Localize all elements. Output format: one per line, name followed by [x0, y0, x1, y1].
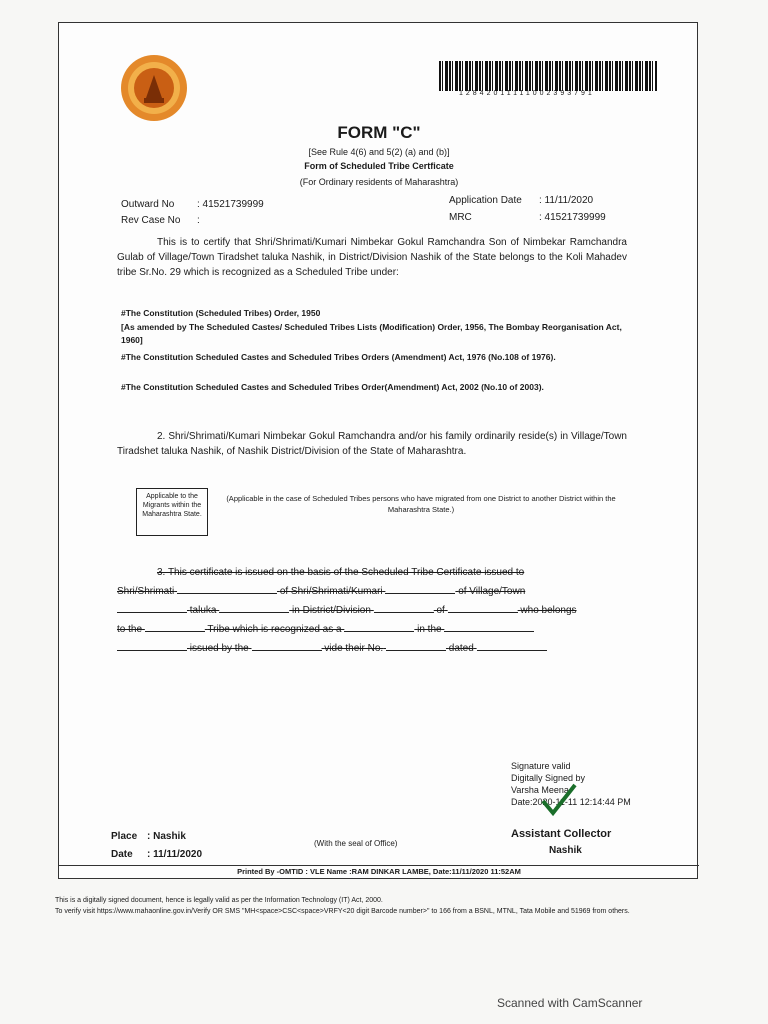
- p3-line4: [117, 620, 627, 639]
- blank: [117, 603, 187, 613]
- maharashtra-seal-icon: [119, 53, 189, 123]
- migrant-note: (Applicable in the case of Scheduled Tribes persons who have migrated from one District to another District within the Maharashtra State.): [226, 494, 616, 514]
- p3-line1: 3. This certificate is issued on the basis of the Scheduled Tribe Certificate issued to: [157, 567, 525, 578]
- blank: [386, 641, 446, 651]
- form-rule: [See Rule 4(6) and 5(2) (a) and (b)]: [308, 147, 450, 157]
- outward-value: : 41521739999: [197, 199, 264, 210]
- place-value: : Nashik: [147, 831, 186, 842]
- divider: [59, 865, 699, 866]
- p3-l3b: in District/Division: [292, 605, 371, 616]
- signature-date: Date:2020-11-11 12:14:44 PM: [511, 797, 631, 807]
- place-label: Place: [111, 831, 138, 842]
- revcase-label: Rev Case No: [121, 215, 181, 226]
- appdate-value: : 11/11/2020: [539, 195, 594, 206]
- p3-l5c: dated: [448, 643, 474, 654]
- p3-l2c: of Village/Town: [458, 586, 526, 597]
- p3-l4b: Tribe which is recognized as a: [207, 624, 342, 635]
- blank: [477, 641, 547, 651]
- certificate-page: [58, 22, 698, 879]
- date-value: : 11/11/2020: [147, 849, 203, 860]
- order-1956: [As amended by The Scheduled Castes/ Scheduled Tribes Lists (Modification) Order, 1956, The Bombay Reorganisation Act, 1960]: [121, 322, 622, 345]
- certify-paragraph: This is to certify that Shri/Shrimati/Kumari Nimbekar Gokul Ramchandra Son of Nimbekar Ramchandra Gulab of Village/Town Tiradshet taluka Nashik, in District/Division Nashik of the State belongs to the Koli Mahadev tribe Sr.No. 29 which is recognized as a Scheduled Tribe under:: [117, 237, 627, 278]
- struck-paragraph-3: [117, 563, 627, 658]
- p3-l5b: vide their No.: [324, 643, 384, 654]
- blank: [177, 584, 277, 594]
- blank: [444, 622, 534, 632]
- blank: [219, 603, 289, 613]
- printed-by: Printed By -OMTID : VLE Name :RAM DINKAR LAMBE, Date:11/11/2020 11:52AM: [237, 867, 521, 876]
- p3-l2b: of Shri/Shrimati/Kumari: [279, 586, 383, 597]
- form-title: FORM "C": [337, 123, 421, 142]
- signature-name: Varsha Meena: [511, 785, 569, 795]
- revcase-value: :: [197, 215, 200, 226]
- appdate-label: Application Date: [449, 195, 522, 206]
- order-1976: #The Constitution Scheduled Castes and Scheduled Tribes Orders (Amendment) Act, 1976 (No.108 of 1976).: [121, 352, 556, 362]
- signature-valid: Signature valid: [511, 761, 571, 771]
- order-2002: #The Constitution Scheduled Castes and Scheduled Tribes Order(Amendment) Act, 2002 (No.10 of 2003).: [121, 382, 544, 392]
- barcode: [439, 61, 657, 91]
- footer-line1: This is a digitally signed document, hence is legally valid as per the Information Technology (IT) Act, 2000.: [55, 897, 383, 904]
- blank: [344, 622, 414, 632]
- scanner-watermark: Scanned with CamScanner: [497, 996, 643, 1010]
- p3-l5a: issued by the: [189, 643, 249, 654]
- order-1950: #The Constitution (Scheduled Tribes) Order, 1950: [121, 308, 321, 318]
- mrc-label: MRC: [449, 212, 472, 223]
- outward-label: Outward No: [121, 199, 175, 210]
- footer-line2: To verify visit https://www.mahaonline.gov.in/Verify OR SMS "MH<space>CSC<space>VRFY<20 digit Barcode number>" to 166 from a BSNL, MTNL, Tata Mobile and 51969 from others.: [55, 908, 630, 915]
- blank: [145, 622, 205, 632]
- migrant-box: Applicable to the Migrants within the Maharashtra State.: [136, 488, 208, 536]
- designation-place: Nashik: [549, 845, 582, 856]
- p3-l2a: Shri/Shrimati: [117, 586, 175, 597]
- designation: Assistant Collector: [511, 828, 612, 840]
- p3-l3d: who belongs: [520, 605, 577, 616]
- p3-l4a: to the: [117, 624, 143, 635]
- blank: [117, 641, 187, 651]
- check-mark-icon: [539, 781, 579, 819]
- barcode-number: 12842011111002393791: [459, 90, 595, 97]
- p3-line2: [117, 582, 627, 601]
- blank: [252, 641, 322, 651]
- blank: [385, 584, 455, 594]
- p3-l3a: taluka: [189, 605, 217, 616]
- p3-l4c: in the: [417, 624, 442, 635]
- signature-signed-by: Digitally Signed by: [511, 773, 586, 783]
- seal-note: (With the seal of Office): [314, 839, 398, 848]
- mrc-value: : 41521739999: [539, 212, 606, 223]
- form-note: (For Ordinary residents of Maharashtra): [299, 177, 459, 187]
- footer: [55, 895, 705, 917]
- residence-paragraph: 2. Shri/Shrimati/Kumari Nimbekar Gokul Ramchandra and/or his family ordinarily reside(s) in Village/Town Tiradshet taluka Nashik, of Nashik District/Division of the State of Maharashtra.: [117, 431, 627, 457]
- form-subtitle: Form of Scheduled Tribe Certficate: [304, 161, 454, 171]
- blank: [374, 603, 434, 613]
- p3-line5: [117, 639, 627, 658]
- p3-l3c: of: [436, 605, 445, 616]
- blank: [448, 603, 518, 613]
- date-label: Date: [111, 849, 133, 860]
- p3-line3: [117, 601, 627, 620]
